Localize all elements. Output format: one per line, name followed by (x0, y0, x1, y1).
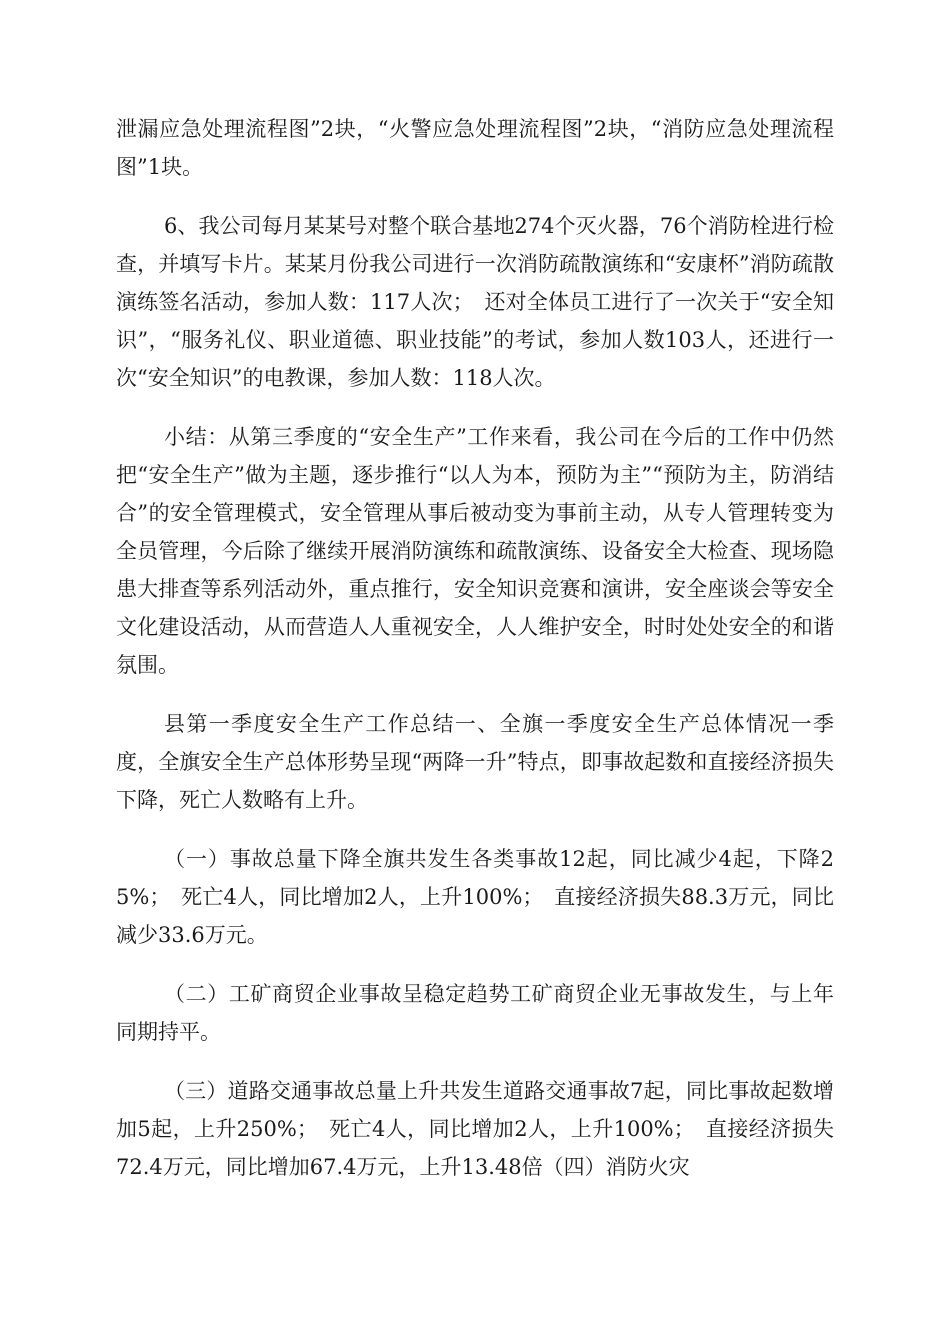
paragraph-6: （二）工矿商贸企业事故呈稳定趋势工矿商贸企业无事故发生，与上年同期持平。 (116, 982, 834, 1044)
paragraph-4: 县第一季度安全生产工作总结一、全旗一季度安全生产总体情况一季度，全旗安全生产总体形势呈现“两降一升”特点，即事故起数和直接经济损失下降，死亡人数略有上升。 (116, 712, 834, 812)
document-body (116, 110, 834, 1207)
paragraph-1: 泄漏应急处理流程图”2块，“火警应急处理流程图”2块，“消防应急处理流程图”1块。 (116, 117, 834, 179)
paragraph-7: （三）道路交通事故总量上升共发生道路交通事故7起，同比事故起数增加5起，上升250%； 死亡4人，同比增加2人，上升100%； 直接经济损失72.4万元，同比增加67.4万元，上升13.48倍（四）消防火灾 (116, 1079, 834, 1179)
paragraph-5: （一）事故总量下降全旗共发生各类事故12起，同比减少4起，下降25%； 死亡4人，同比增加2人，上升100%； 直接经济损失88.3万元，同比减少33.6万元。 (116, 847, 834, 947)
paragraph-3: 小结：从第三季度的“安全生产”工作来看，我公司在今后的工作中仍然把“安全生产”做为主题，逐步推行“以人为本，预防为主”“预防为主，防消结合”的安全管理模式，安全管理从事后被动变为事前主动，从专人管理转变为全员管理，今后除了继续开展消防演练和疏散演练、设备安全大检查、现场隐患大排查等系列活动外，重点推行，安全知识竞赛和演讲，安全座谈会等安全文化建设活动，从而营造人人重视安全，人人维护安全，时时处处安全的和谐氛围。 (116, 425, 834, 677)
paragraph-2: 6、我公司每月某某号对整个联合基地274个灭火器，76个消防栓进行检查，并填写卡片。某某月份我公司进行一次消防疏散演练和“安康杯”消防疏散演练签名活动，参加人数：117人次； 还对全体员工进行了一次关于“安全知识”，“服务礼仪、职业道德、职业技能”的考试，参加人数103人，还进行一次“安全知识”的电教课，参加人数：118人次。 (116, 214, 834, 390)
